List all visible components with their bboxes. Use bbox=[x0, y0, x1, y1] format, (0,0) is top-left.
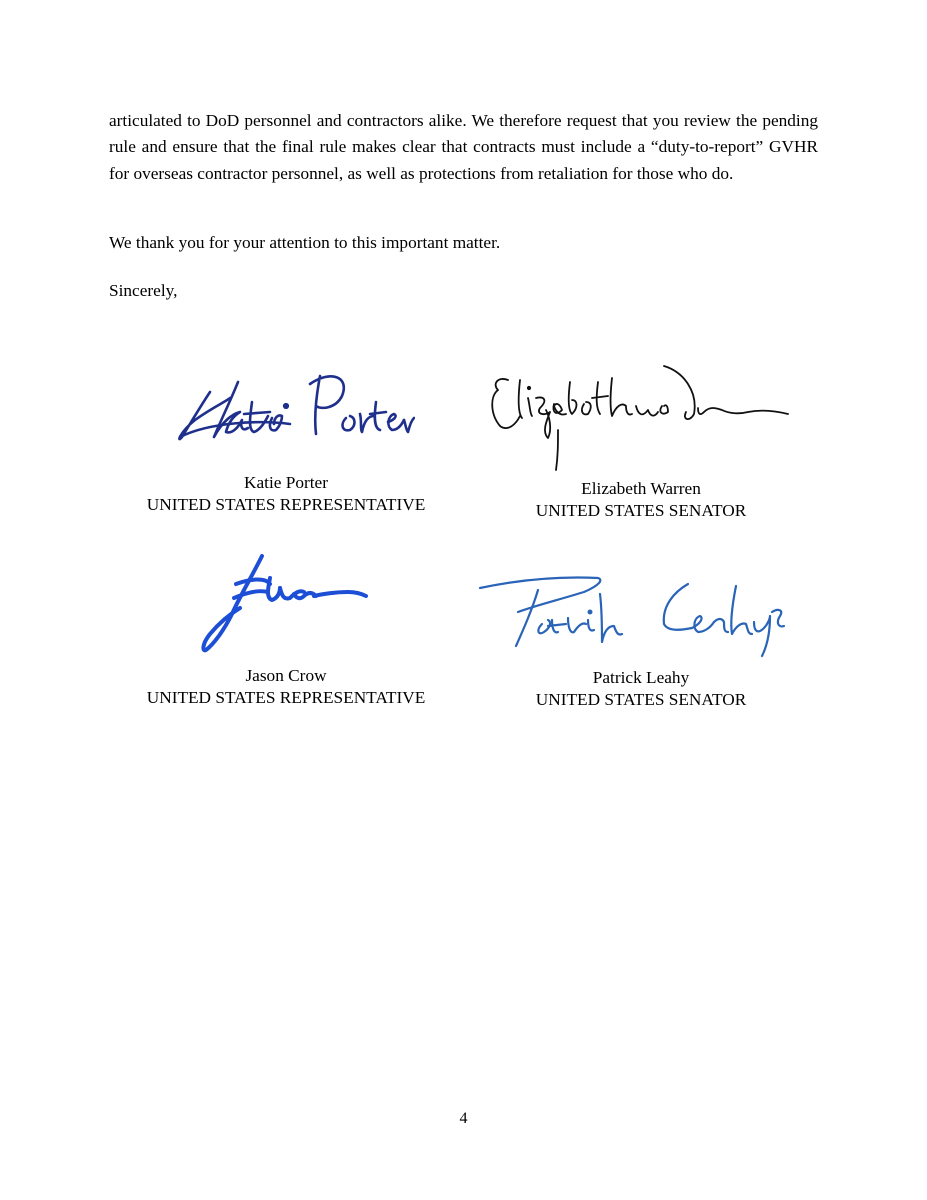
signer-title: UNITED STATES SENATOR bbox=[535, 690, 747, 709]
signer-title: UNITED STATES SENATOR bbox=[535, 501, 747, 520]
signer-name: Elizabeth Warren bbox=[581, 479, 701, 498]
signature-katie-porter bbox=[170, 362, 415, 447]
signer-title: UNITED STATES REPRESENTATIVE bbox=[146, 688, 426, 707]
signer-block-elizabeth-warren bbox=[480, 478, 802, 522]
signer-block-katie-porter bbox=[110, 472, 462, 516]
salutation: Sincerely, bbox=[109, 281, 178, 300]
signature-patrick-leahy bbox=[478, 570, 790, 660]
body-paragraph: articulated to DoD personnel and contractors alike. We therefore request that you review the pending rule and ensure that the final rule makes clear that contracts must include a “duty-to-report” GVHR for overseas contractor personnel, as well as protections from retaliation for those who do. bbox=[109, 111, 818, 183]
signer-name: Katie Porter bbox=[244, 473, 328, 492]
signature-jason-crow bbox=[196, 548, 368, 658]
signer-block-jason-crow bbox=[110, 665, 462, 709]
thanks-line: We thank you for your attention to this important matter. bbox=[109, 233, 501, 252]
signature-elizabeth-warren bbox=[486, 358, 791, 473]
signer-block-patrick-leahy bbox=[480, 667, 802, 711]
signer-title: UNITED STATES REPRESENTATIVE bbox=[146, 495, 426, 514]
signer-name: Jason Crow bbox=[245, 666, 327, 685]
page-number: 4 bbox=[459, 1110, 468, 1127]
signer-name: Patrick Leahy bbox=[592, 668, 690, 687]
